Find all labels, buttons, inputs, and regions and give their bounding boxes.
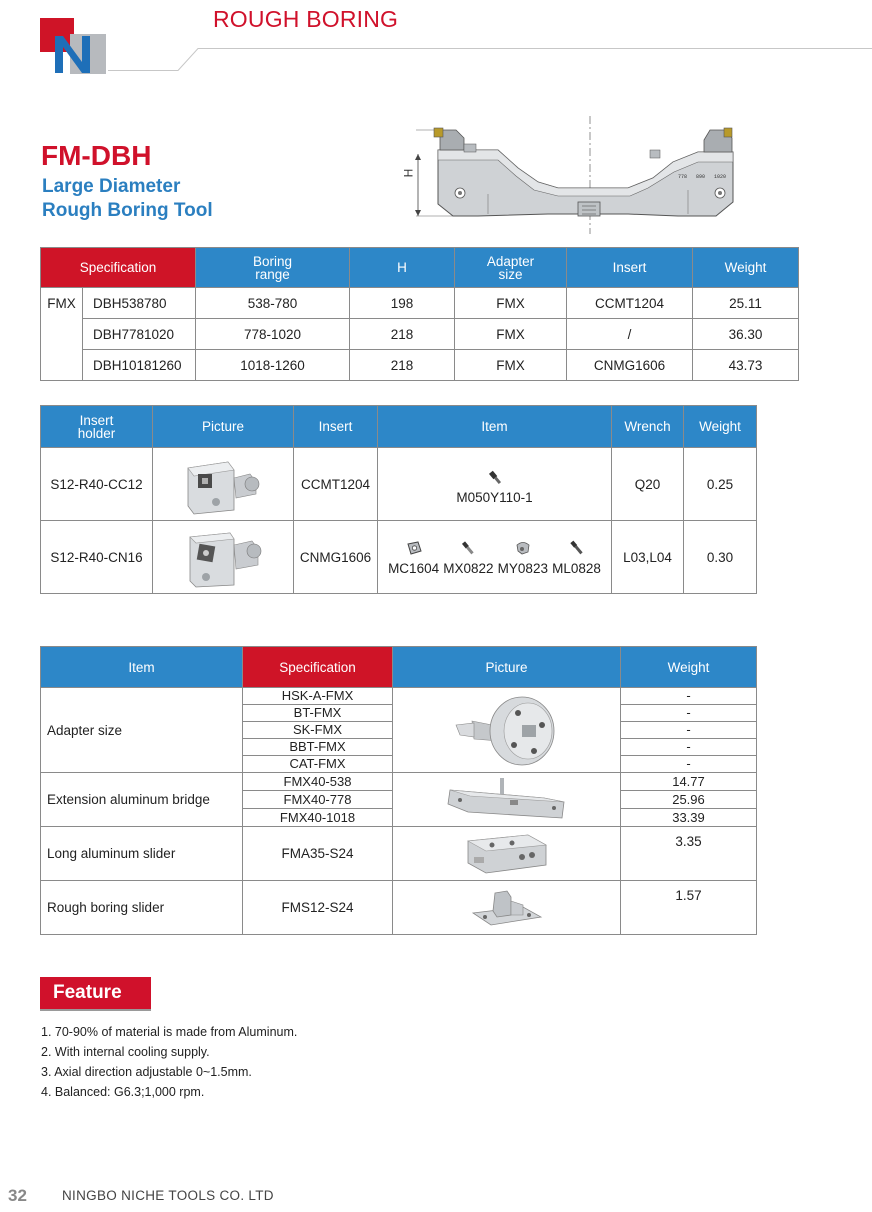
weight-cell: 33.39 <box>621 809 757 827</box>
insert-holder-table <box>40 405 757 594</box>
header-specification: Specification <box>41 248 196 288</box>
spec-cell: FMX40-538 <box>243 773 393 791</box>
insert-cell: CCMT1204 <box>567 288 693 319</box>
weight-cell: - <box>621 739 757 756</box>
table-row <box>41 881 757 935</box>
header-divider <box>108 48 872 72</box>
bridge-picture <box>393 773 621 827</box>
feature-underline <box>40 1009 151 1011</box>
weight-cell: 25.11 <box>693 288 799 319</box>
table-row <box>41 773 757 791</box>
insert-cell: CNMG1606 <box>567 350 693 381</box>
tool-drawing <box>398 116 758 234</box>
spec-cell: FMX40-1018 <box>243 809 393 827</box>
table-row <box>41 521 757 594</box>
feature-item: 3. Axial direction adjustable 0~1.5mm. <box>41 1065 252 1079</box>
drawing-scale-text: 778 890 1020 <box>678 174 727 180</box>
holder-cell: S12-R40-CC12 <box>41 448 153 521</box>
holder-picture <box>153 448 294 521</box>
header-specification: Specification <box>243 647 393 688</box>
product-code: FM-DBH <box>41 140 152 171</box>
header-h: H <box>350 248 455 288</box>
insert-cell: / <box>567 319 693 350</box>
feature-item: 1. 70-90% of material is made from Aluminum. <box>41 1025 298 1039</box>
weight-cell: 14.77 <box>621 773 757 791</box>
adapter-cell: FMX <box>455 288 567 319</box>
table-row <box>41 448 757 521</box>
section-title: ROUGH BORING <box>213 6 399 32</box>
drawing-dimension-label: H <box>401 168 416 178</box>
insert-icon <box>405 539 423 557</box>
spec-cell: CAT-FMX <box>243 756 393 773</box>
feature-item: 4. Balanced: G6.3;1,000 rpm. <box>41 1085 205 1099</box>
h-cell: 218 <box>350 319 455 350</box>
header-weight: Weight <box>693 248 799 288</box>
screw-icon <box>486 469 504 487</box>
company-name: NINGBO NICHE TOOLS CO. LTD <box>62 1188 274 1203</box>
item-cell: Rough boring slider <box>41 881 243 935</box>
weight-cell: 43.73 <box>693 350 799 381</box>
spec-cell: HSK-A-FMX <box>243 688 393 705</box>
header-picture: Picture <box>393 647 621 688</box>
item-label: MC1604 <box>388 560 440 576</box>
item-cell: Long aluminum slider <box>41 827 243 881</box>
weight-cell: 36.30 <box>693 319 799 350</box>
item-label: MX0822 <box>443 560 494 576</box>
item-label: ML0828 <box>552 560 601 576</box>
header-wrench: Wrench <box>612 406 684 448</box>
header-weight: Weight <box>621 647 757 688</box>
model-cell: DBH538780 <box>83 288 196 319</box>
pin-icon <box>459 539 477 557</box>
feature-list <box>41 1022 297 1102</box>
adapter-picture <box>393 688 621 773</box>
wrench-cell: Q20 <box>612 448 684 521</box>
table-row <box>41 688 757 705</box>
accessory-table <box>40 646 757 935</box>
specification-table <box>40 247 799 381</box>
page-number: 32 <box>8 1186 27 1205</box>
model-cell: DBH10181260 <box>83 350 196 381</box>
boring-range-cell: 1018-1260 <box>196 350 350 381</box>
table-row <box>41 827 757 881</box>
group-label: FMX <box>41 288 83 381</box>
adapter-cell: FMX <box>455 350 567 381</box>
spec-cell: FMX40-778 <box>243 791 393 809</box>
boring-slider-picture <box>393 881 621 935</box>
item-cell: Extension aluminum bridge <box>41 773 243 827</box>
item-cell: Adapter size <box>41 688 243 773</box>
weight-cell: - <box>621 688 757 705</box>
brand-logo <box>40 18 106 74</box>
feature-item: 2. With internal cooling supply. <box>41 1045 210 1059</box>
header-item: Item <box>41 647 243 688</box>
header-boring-range: Boring range <box>196 248 350 288</box>
weight-cell: 25.96 <box>621 791 757 809</box>
insert-cell: CCMT1204 <box>294 448 378 521</box>
header-insert-holder: Insert holder <box>41 406 153 448</box>
clamp-icon <box>514 539 532 557</box>
header-picture: Picture <box>153 406 294 448</box>
weight-cell: - <box>621 756 757 773</box>
spec-cell: FMS12-S24 <box>243 881 393 935</box>
header-insert: Insert <box>294 406 378 448</box>
item-cell <box>378 448 612 521</box>
weight-cell: 0.25 <box>684 448 757 521</box>
product-subtitle-line2: Rough Boring Tool <box>42 200 213 221</box>
weight-cell: - <box>621 705 757 722</box>
table-row <box>41 350 799 381</box>
model-cell: DBH7781020 <box>83 319 196 350</box>
weight-cell: 3.35 <box>621 827 757 881</box>
screw-icon <box>568 539 586 557</box>
item-label: MY0823 <box>497 560 548 576</box>
header-adapter-size: Adapter size <box>455 248 567 288</box>
spec-cell: BBT-FMX <box>243 739 393 756</box>
h-cell: 198 <box>350 288 455 319</box>
header-weight: Weight <box>684 406 757 448</box>
item-cell <box>378 521 612 594</box>
spec-cell: BT-FMX <box>243 705 393 722</box>
wrench-cell: L03,L04 <box>612 521 684 594</box>
holder-cell: S12-R40-CN16 <box>41 521 153 594</box>
header-item: Item <box>378 406 612 448</box>
boring-range-cell: 538-780 <box>196 288 350 319</box>
product-subtitle-line1: Large Diameter <box>42 176 181 197</box>
insert-cell: CNMG1606 <box>294 521 378 594</box>
weight-cell: - <box>621 722 757 739</box>
item-label: M050Y110-1 <box>456 490 533 505</box>
weight-cell: 0.30 <box>684 521 757 594</box>
slider-picture <box>393 827 621 881</box>
adapter-cell: FMX <box>455 319 567 350</box>
h-cell: 218 <box>350 350 455 381</box>
spec-cell: SK-FMX <box>243 722 393 739</box>
spec-cell: FMA35-S24 <box>243 827 393 881</box>
weight-cell: 1.57 <box>621 881 757 935</box>
holder-picture <box>153 521 294 594</box>
boring-range-cell: 778-1020 <box>196 319 350 350</box>
table-row <box>41 288 799 319</box>
table-row <box>41 319 799 350</box>
header-insert: Insert <box>567 248 693 288</box>
feature-heading: Feature <box>40 977 151 1009</box>
